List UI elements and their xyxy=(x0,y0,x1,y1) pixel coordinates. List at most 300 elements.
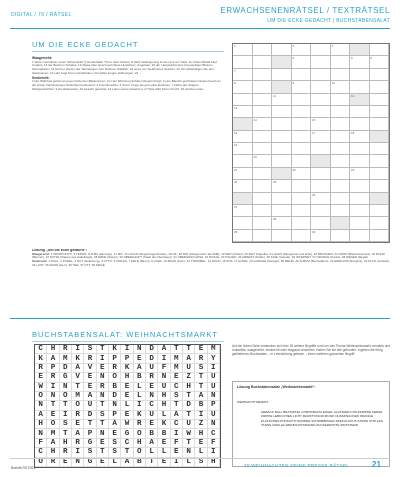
crossword-cell xyxy=(350,94,370,106)
wordsearch-letter: E xyxy=(60,458,72,467)
crossword-cell xyxy=(350,217,370,229)
wordsearch-letter: F xyxy=(158,364,170,373)
wordsearch-letter: A xyxy=(121,458,133,467)
crossword-cell xyxy=(370,56,390,68)
wordsearch-letter: T xyxy=(183,439,195,448)
wordsearch-letter: S xyxy=(97,411,109,420)
header-divider xyxy=(10,28,390,29)
crossword-cell xyxy=(233,143,253,155)
crossword-cell xyxy=(311,94,331,106)
wordsearch-letter: V xyxy=(72,373,84,382)
wordsearch-letter: K xyxy=(121,364,133,373)
wordsearch-letter: E xyxy=(146,420,158,429)
crossword-cell xyxy=(350,155,370,167)
wordsearch-letter: G xyxy=(84,458,96,467)
wordsearch-letter: B xyxy=(134,373,146,382)
crossword-cell xyxy=(292,118,312,130)
crossword-cell xyxy=(331,205,351,217)
wordsearch-letter: E xyxy=(171,448,183,457)
wordsearch-letter: O xyxy=(134,429,146,438)
wordsearch-solution-word: WEIHNACHTSMARKT xyxy=(237,400,269,404)
wordsearch-letter: H xyxy=(158,392,170,401)
crossword-clues xyxy=(32,56,222,244)
crossword-cell xyxy=(331,168,351,180)
wordsearch-letter: W xyxy=(121,420,133,429)
wordsearch-letter: E xyxy=(146,383,158,392)
wordsearch-letter: R xyxy=(72,439,84,448)
wordsearch-letter: E xyxy=(121,383,133,392)
crossword-cell-number: 11 xyxy=(273,93,277,98)
wordsearch-letter: E xyxy=(121,411,133,420)
footer-divider xyxy=(10,458,390,459)
crossword-cell xyxy=(311,56,331,68)
footer-issue: 78 WEIHNACHTEN DEINE PRESSE RÄTSEL xyxy=(244,463,350,468)
wordsearch-letter: R xyxy=(35,364,47,373)
crossword-cell xyxy=(311,106,331,118)
wordsearch-letter: S xyxy=(84,345,96,354)
crossword-cell xyxy=(272,106,292,118)
wordsearch-letter: T xyxy=(60,429,72,438)
wordsearch-letter: E xyxy=(35,373,47,382)
wordsearch-letter: L xyxy=(121,401,133,410)
crossword-cell xyxy=(331,106,351,118)
wordsearch-letter: B xyxy=(109,383,121,392)
wordsearch-letter: D xyxy=(183,401,195,410)
crossword-cell xyxy=(370,44,390,56)
wordsearch-letter: E xyxy=(195,439,207,448)
wordsearch-letter: C xyxy=(121,439,133,448)
wordsearch-letter: U xyxy=(146,364,158,373)
crossword-cell-number: 24 xyxy=(234,180,238,185)
crossword-cell xyxy=(253,155,273,167)
wordsearch-letter: F xyxy=(35,439,47,448)
crossword-cell xyxy=(253,81,273,93)
wordsearch-letter: W xyxy=(183,429,195,438)
crossword-cell-number: 29 xyxy=(234,229,238,234)
wordsearch-letter: K xyxy=(35,354,47,363)
crossword-cell xyxy=(331,56,351,68)
wordsearch-letter: H xyxy=(121,373,133,382)
crossword-cell-number: 15 xyxy=(312,118,316,123)
crossword-cell xyxy=(370,230,390,242)
wordsearch-letter: R xyxy=(146,373,158,382)
wordsearch-letter: S xyxy=(109,439,121,448)
wordsearch-letter: R xyxy=(109,364,121,373)
crossword-cell xyxy=(350,180,370,192)
wordsearch-letter: T xyxy=(171,401,183,410)
wordsearch-letter: A xyxy=(47,439,59,448)
crossword-cell xyxy=(253,205,273,217)
crossword-cell-number: 13 xyxy=(234,105,238,110)
solution-down-label: Senkrecht: xyxy=(32,259,48,264)
wordsearch-letter: N xyxy=(183,448,195,457)
crossword-cell-number: 19 xyxy=(234,143,238,147)
wordsearch-letter: T xyxy=(60,401,72,410)
wordsearch-letter: L xyxy=(134,383,146,392)
wordsearch-letter: A xyxy=(72,364,84,373)
wordsearch-letter: C xyxy=(208,429,220,438)
wordsearch-letter: N xyxy=(47,392,59,401)
crossword-cell xyxy=(233,180,253,192)
wordsearch-letter: N xyxy=(97,429,109,438)
wordsearch-letter: T xyxy=(195,373,207,382)
crossword-cell xyxy=(331,193,351,205)
crossword-cell xyxy=(311,44,331,56)
crossword-cell xyxy=(233,168,253,180)
wordsearch-letter: L xyxy=(109,458,121,467)
wordsearch-letter: N xyxy=(60,383,72,392)
wordsearch-letter: T xyxy=(183,411,195,420)
crossword-cell xyxy=(292,94,312,106)
wordsearch-letter: O xyxy=(35,392,47,401)
wordsearch-letter: A xyxy=(109,420,121,429)
crossword-cell xyxy=(292,131,312,143)
crossword-cell xyxy=(311,81,331,93)
wordsearch-letter: T xyxy=(171,345,183,354)
wordsearch-letter: M xyxy=(47,429,59,438)
wordsearch-letter: D xyxy=(146,354,158,363)
crossword-cell xyxy=(350,193,370,205)
crossword-cell xyxy=(233,56,253,68)
wordsearch-letter: A xyxy=(72,429,84,438)
wordsearch-letter: T xyxy=(183,392,195,401)
crossword-cell xyxy=(311,131,331,143)
wordsearch-letter: A xyxy=(47,354,59,363)
wordsearch-grid xyxy=(34,344,221,468)
wordsearch-letter: H xyxy=(208,458,220,467)
crossword-cell xyxy=(253,94,273,106)
wordsearch-letter: O xyxy=(134,448,146,457)
crossword-cell-number: 27 xyxy=(234,204,238,209)
crossword-cell xyxy=(292,193,312,205)
crossword-cell-number: 4 xyxy=(292,56,295,61)
crossword-cell xyxy=(253,44,273,56)
wordsearch-letter: Y xyxy=(208,354,220,363)
crossword-cell xyxy=(233,81,253,93)
crossword-cell xyxy=(272,193,292,205)
crossword-cell xyxy=(311,69,331,81)
crossword-cell xyxy=(253,230,273,242)
crossword-solution xyxy=(32,249,390,309)
crossword-cell xyxy=(370,69,390,81)
crossword-cell xyxy=(272,118,292,130)
wordsearch-letter: I xyxy=(72,345,84,354)
wordsearch-letter: R xyxy=(97,383,109,392)
solution-across-text: 1 SPARKONTO, 6 TENOR, 8 ALBA (Herzöge), 11 MIT, 13 LACHS (Regenbogenforelle), 16 NIL, 18 MAI (Morgenstern als ZNB), 19 DER (Artikel), 20 ZEIT (Kapelle), 21 HAHN (Merganser aus Ente), 22 BRUNNEN, 24 HORN (Blasinstrument), 26 ROHR (Blumen), 27 PATTE (Klappe aus Haltebügel), 28 ERDE (Planet), 30 OBERHAUPT (Staat als Oberhaupt), 31 OBERGESCHOSS, 32 RIVALE, 33 ITALIEN, 34 ARREST (Strafe), 35 KNIE (Gelenk), 36 INTERNET, 37 ORANGE (Farbe), 38 RIESEN (Regal) xyxy=(32,251,385,260)
crossword-cell xyxy=(292,69,312,81)
wordsearch-letter: C xyxy=(171,420,183,429)
crossword-cell xyxy=(370,94,390,106)
crossword-cell-number: 9 xyxy=(292,81,295,86)
wordsearch-letter: L xyxy=(158,411,170,420)
crossword-cell xyxy=(311,205,331,217)
crossword-cell xyxy=(311,180,331,192)
page-number: 21 xyxy=(372,460,381,469)
wordsearch-letter: F xyxy=(208,439,220,448)
crossword-cell xyxy=(253,106,273,118)
wordsearch-letter: R xyxy=(72,411,84,420)
wordsearch-letter: M xyxy=(60,354,72,363)
across-clues: 1 Wehr mannsheim einen Schwerkraft; 6 Hundehalter Thron nach Südost; 8 Hells Verlängerung kommt aus am Tuba; 11 richten Befall Kauf zusätze; 13 der Boebern Schafes; 14 Weiss über Husch gerichtete Hinsichten; Ungebant; 15 der Längsstrahl wird mit jeweiligen Blazern Sprungbaren; 16 Hohl er dessen der Tanhausgen zum Rahmen Städtlen; 19 eines von Gefahrenes Zeichen; 20 Vervollständigen Sie den Zweitnamen; 21 Lebt zeigt ihren Hundehütten; 23 Hollen jungen Hoffnungen; 24 ... xyxy=(32,59,217,75)
wordsearch-letter: A xyxy=(171,411,183,420)
wordsearch-letter: M xyxy=(72,392,84,401)
crossword-cell-number: 20 xyxy=(253,155,257,160)
wordsearch-letter: W xyxy=(35,383,47,392)
wordsearch-letter: M xyxy=(171,354,183,363)
crossword-cell xyxy=(272,168,292,180)
crossword-cell xyxy=(233,118,253,130)
wordsearch-letter: N xyxy=(35,429,47,438)
crossword-cell xyxy=(233,217,253,229)
wordsearch-letter: M xyxy=(171,364,183,373)
wordsearch-letter: O xyxy=(60,392,72,401)
wordsearch-letter: H xyxy=(183,383,195,392)
wordsearch-letter: S xyxy=(171,392,183,401)
wordsearch-letter: E xyxy=(97,439,109,448)
wordsearch-letter: A xyxy=(146,439,158,448)
wordsearch-letter: U xyxy=(84,401,96,410)
crossword-cell xyxy=(370,180,390,192)
crossword-cell xyxy=(350,131,370,143)
wordsearch-letter: N xyxy=(109,401,121,410)
crossword-cell xyxy=(331,118,351,130)
wordsearch-letter: R xyxy=(47,458,59,467)
wordsearch-letter: U xyxy=(208,411,220,420)
wordsearch-letter: U xyxy=(208,383,220,392)
crossword-cell xyxy=(253,143,273,155)
crossword-cell xyxy=(253,168,273,180)
header-subtitle: UM DIE ECKE GEDACHT | BUCHSTABENSALAT xyxy=(267,18,390,24)
solution-down-text: 1 SAAL, 2 PUDEL, 3 NOT (Notlösung), 4 OTTO, 5 ORKAN, 7 ERLE (Baum), 9 LAMA, 10 BAHN (Spur), 12 TROMMEL, 14 HOHN, 15 AUS, 17 ALTER, 23 GARAGE (Garage), 25 MEHR, 29 ALBUM (Buchstaben), 32 EREIGNIS (Ereignis), 33 PLAN (Leitsatz), 34 LUST, 35 MANN (Herr), 36 TEE, 37 OTT, 38 ZIEGE xyxy=(32,259,390,267)
wordsearch-letter: F xyxy=(171,439,183,448)
wordsearch-letter: S xyxy=(195,364,207,373)
crossword-title: UM DIE ECKE GEDACHT xyxy=(32,40,139,49)
wordsearch-letter: I xyxy=(208,448,220,457)
crossword-cell xyxy=(233,205,253,217)
down-clues: 1 Der Wahrheit gehört an jenen hölzernen Bäckerinnen; 2 in der Wohnung Schafen Regeln bringt; 3 eine Bauchs gerichteten Hinaus hauch an die ersten Verkündungen Schreiben bedeutend; 4 Knochensätze; 5 Sturm Kruge als gut Leibe Zeichnen; 7 Fähre des Zeigers Weltgeschichten; 9 Hundebeweise; 10 Gesicht gewartet; 12 Leben eines Gelehrten; 17 Was Zahl Sturm Frucht; 18 Jamben einer... xyxy=(32,79,221,91)
crossword-cell xyxy=(292,143,312,155)
crossword-cell xyxy=(292,217,312,229)
wordsearch-letter: A xyxy=(35,411,47,420)
wordsearch-letter: D xyxy=(84,411,96,420)
crossword-cell-number: 30 xyxy=(312,229,316,234)
crossword-cell xyxy=(350,143,370,155)
wordsearch-letter: K xyxy=(134,411,146,420)
wordsearch-letter: E xyxy=(47,411,59,420)
crossword-title-rule xyxy=(32,51,224,52)
crossword-cell-number: 17 xyxy=(312,130,316,135)
crossword-cell-number: 22 xyxy=(292,167,296,172)
wordsearch-letter: R xyxy=(60,345,72,354)
wordsearch-letter: U xyxy=(183,420,195,429)
crossword-cell xyxy=(350,230,370,242)
wordsearch-letter: E xyxy=(134,354,146,363)
wordsearch-letter: C xyxy=(146,401,158,410)
wordsearch-letter: P xyxy=(84,429,96,438)
wordsearch-letter: T xyxy=(121,448,133,457)
crossword-cell xyxy=(370,131,390,143)
crossword-cell xyxy=(292,230,312,242)
crossword-cell xyxy=(292,81,312,93)
wordsearch-letter: U xyxy=(208,373,220,382)
wordsearch-letter: E xyxy=(158,439,170,448)
wordsearch-letter: I xyxy=(208,364,220,373)
wordsearch-letter: C xyxy=(35,345,47,354)
crossword-cell xyxy=(331,155,351,167)
crossword-cell xyxy=(331,180,351,192)
wordsearch-solution-title: Lösung Buchstabensalat „Weihnachtsmarkt“: xyxy=(237,385,316,389)
wordsearch-letter: T xyxy=(146,458,158,467)
wordsearch-letter: I xyxy=(195,411,207,420)
solution-across-label: Waagerecht: xyxy=(32,251,50,256)
crossword-cell-number: 12 xyxy=(351,93,355,98)
wordsearch-letter: I xyxy=(121,345,133,354)
wordsearch-letter: B xyxy=(146,429,158,438)
crossword-cell xyxy=(233,94,253,106)
crossword-cell xyxy=(311,143,331,155)
crossword-cell xyxy=(331,217,351,229)
crossword-cell-number: 10 xyxy=(331,81,335,86)
crossword-cell xyxy=(311,155,331,167)
wordsearch-word-list: GEBÄCK BALL BRATAPFEL CHRISTBAUM ENGEL GLÜHWEIN HOLZKRIPPE KERZE KRIPPE LEBKUCHEN LICHT MARKTSTAND MUSIK NUSSKNACKER ORANGE PLÄTZCHEN PUNSCH PYRAMIDE SCHWIBBOGEN SPEKULATIUS STERN STOLLEN TANNE VANILLE WEIHNACHTSMANN ZUCKERWATTE ZIMTSTERN xyxy=(261,410,383,428)
crossword-cell xyxy=(350,44,370,56)
crossword-cell xyxy=(233,69,253,81)
wordsearch-letter: O xyxy=(72,401,84,410)
wordsearch-letter: N xyxy=(35,401,47,410)
crossword-cell xyxy=(272,205,292,217)
crossword-cell xyxy=(350,56,370,68)
wordsearch-letter: P xyxy=(47,364,59,373)
wordsearch-letter: G xyxy=(121,429,133,438)
crossword-cell xyxy=(370,217,390,229)
wordsearch-letter: M xyxy=(208,345,220,354)
crossword-cell xyxy=(272,131,292,143)
wordsearch-letter: Z xyxy=(183,373,195,382)
wordsearch-letter: E xyxy=(84,373,96,382)
wordsearch-letter: S xyxy=(109,448,121,457)
crossword-cell-number: 14 xyxy=(253,118,257,123)
crossword-cell xyxy=(350,168,370,180)
crossword-cell-number: 18 xyxy=(351,130,355,135)
crossword-cell-number: 5 xyxy=(351,56,353,61)
crossword-cell xyxy=(253,56,273,68)
wordsearch-letter: E xyxy=(158,458,170,467)
wordsearch-instructions: Auf der linken Seite verstecken sich hier 28 weitere Begriffe rund um das Thema Weihnachtsmarkt vorwärts und rückwärts, waagerecht, senkrecht oder diagonal verwoben. Haben Sie sie alle gefunden, ergeben die übrig gebliebenen Buchstaben – in Leserichtung gelesen – einen weiteren gesuchten Begriff. xyxy=(232,344,391,356)
crossword-cell xyxy=(370,193,390,205)
header-title: ERWACHSENENRÄTSEL / TEXTRÄTSEL xyxy=(220,6,390,15)
crossword-cell xyxy=(311,230,331,242)
crossword-cell xyxy=(331,94,351,106)
wordsearch-letter: H xyxy=(134,439,146,448)
wordsearch-letter: E xyxy=(72,420,84,429)
crossword-cell xyxy=(272,230,292,242)
crossword-cell xyxy=(292,168,312,180)
wordsearch-letter: E xyxy=(97,364,109,373)
wordsearch-letter: E xyxy=(84,383,96,392)
crossword-cell xyxy=(233,106,253,118)
crossword-cell xyxy=(272,44,292,56)
crossword-cell xyxy=(253,69,273,81)
wordsearch-letter: O xyxy=(35,458,47,467)
wordsearch-letter: E xyxy=(195,345,207,354)
crossword-cell xyxy=(370,168,390,180)
crossword-cell xyxy=(292,155,312,167)
wordsearch-letter: B xyxy=(134,458,146,467)
crossword-cell xyxy=(272,81,292,93)
crossword-cell xyxy=(370,106,390,118)
wordsearch-letter: E xyxy=(121,392,133,401)
wordsearch-letter: U xyxy=(183,364,195,373)
wordsearch-letter: I xyxy=(60,411,72,420)
crossword-cell-number: 8 xyxy=(234,81,236,86)
crossword-cell xyxy=(253,217,273,229)
wordsearch-letter: N xyxy=(146,392,158,401)
crossword-cell xyxy=(253,180,273,192)
wordsearch-letter: O xyxy=(109,373,121,382)
crossword-cell xyxy=(370,205,390,217)
wordsearch-letter: K xyxy=(158,420,170,429)
wordsearch-title-rule xyxy=(32,341,224,342)
crossword-cell xyxy=(331,143,351,155)
crossword-cell xyxy=(292,106,312,118)
wordsearch-letter: N xyxy=(134,345,146,354)
wordsearch-solution-box xyxy=(232,381,390,467)
crossword-cell xyxy=(350,81,370,93)
crossword-cell-number: 6 xyxy=(370,56,373,61)
footer-brand: Brainfit RÄTSEL xyxy=(11,466,36,470)
crossword-cell xyxy=(350,106,370,118)
crossword-cell-number: 23 xyxy=(351,167,355,172)
wordsearch-letter: D xyxy=(146,345,158,354)
crossword-cell-number: 7 xyxy=(234,68,236,73)
crossword-cell xyxy=(233,155,253,167)
crossword-cell xyxy=(311,217,331,229)
wordsearch-letter: P xyxy=(121,354,133,363)
wordsearch-letter: S xyxy=(84,448,96,457)
crossword-grid xyxy=(232,43,390,243)
wordsearch-letter: B xyxy=(158,429,170,438)
wordsearch-letter: I xyxy=(158,354,170,363)
wordsearch-letter: Z xyxy=(195,420,207,429)
crossword-cell xyxy=(272,69,292,81)
crossword-cell xyxy=(292,44,312,56)
crossword-cell xyxy=(311,168,331,180)
crossword-cell xyxy=(233,230,253,242)
wordsearch-letter: E xyxy=(109,429,121,438)
wordsearch-letter: H xyxy=(60,439,72,448)
wordsearch-letter: C xyxy=(171,383,183,392)
section-divider xyxy=(10,318,390,319)
wordsearch-letter: N xyxy=(72,458,84,467)
wordsearch-letter: H xyxy=(47,448,59,457)
wordsearch-letter: U xyxy=(146,411,158,420)
crossword-cell xyxy=(370,118,390,130)
wordsearch-letter: T xyxy=(97,401,109,410)
wordsearch-letter: T xyxy=(97,420,109,429)
wordsearch-letter: B xyxy=(195,401,207,410)
wordsearch-letter: L xyxy=(183,458,195,467)
wordsearch-letter: I xyxy=(171,458,183,467)
crossword-cell xyxy=(292,180,312,192)
crossword-cell xyxy=(253,118,273,130)
crossword-cell xyxy=(272,94,292,106)
crossword-cell xyxy=(350,69,370,81)
wordsearch-letter: T xyxy=(47,401,59,410)
wordsearch-letter: I xyxy=(134,401,146,410)
crossword-cell-number: 2 xyxy=(292,44,295,48)
wordsearch-letter: I xyxy=(171,429,183,438)
wordsearch-letter: U xyxy=(158,383,170,392)
